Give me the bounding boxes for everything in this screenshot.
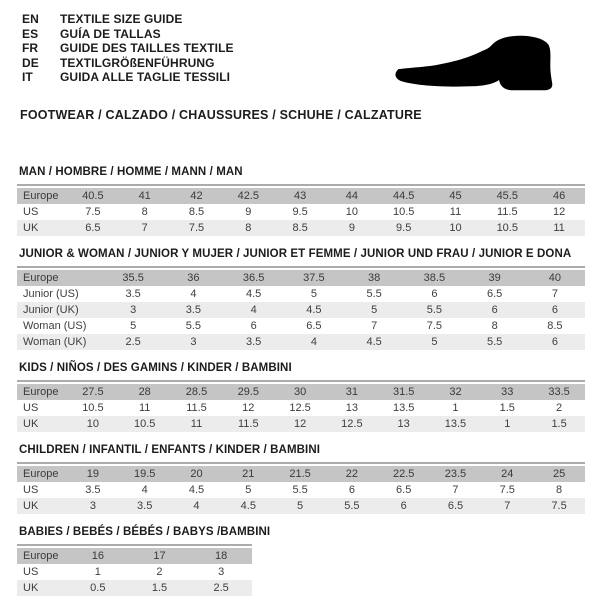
- size-value: 3: [67, 498, 119, 514]
- size-value: 12.5: [274, 400, 326, 416]
- size-value: 8.5: [274, 220, 326, 236]
- table-row: [17, 464, 585, 482]
- size-value: 43: [274, 186, 326, 204]
- row-label: Woman (US): [17, 318, 103, 334]
- size-value: 6: [224, 318, 284, 334]
- size-value: 6: [378, 498, 430, 514]
- category-title: FOOTWEAR / CALZADO / CHAUSSURES / SCHUHE / CALZATURE: [20, 108, 422, 122]
- size-value: 21: [222, 464, 274, 482]
- size-value: 33: [481, 382, 533, 400]
- size-section: [17, 526, 585, 596]
- size-value: 12: [222, 400, 274, 416]
- section-title: BABIES / BEBÉS / BÉBÉS / BABYS /BAMBINI: [19, 526, 271, 538]
- row-label: US: [17, 400, 67, 416]
- table-row: [17, 400, 585, 416]
- size-value: 6: [326, 482, 378, 498]
- size-value: 11: [533, 220, 585, 236]
- language-row-es: [22, 27, 234, 42]
- size-value: 9: [326, 220, 378, 236]
- table-row: [17, 186, 585, 204]
- size-value: 5.5: [344, 286, 404, 302]
- language-title: GUIDA ALLE TAGLIE TESSILI: [60, 70, 231, 85]
- size-value: 3: [163, 334, 223, 350]
- size-value: 13: [326, 400, 378, 416]
- size-value: 6.5: [430, 498, 482, 514]
- size-value: 38.5: [404, 268, 464, 286]
- size-value: 10: [67, 416, 119, 432]
- table-row: [17, 564, 252, 580]
- size-value: 7: [481, 498, 533, 514]
- table-row: [17, 416, 585, 432]
- size-value: 44.5: [378, 186, 430, 204]
- row-label: UK: [17, 498, 67, 514]
- language-code: DE: [22, 55, 39, 70]
- size-value: 40.5: [67, 186, 119, 204]
- language-code: EN: [22, 12, 39, 26]
- language-row-de: [22, 56, 234, 71]
- size-value: 11.5: [171, 400, 223, 416]
- language-legend: [22, 12, 234, 85]
- size-value: 28.5: [171, 382, 223, 400]
- size-value: 2.5: [190, 580, 252, 596]
- size-value: 5: [404, 334, 464, 350]
- table-row: [17, 382, 585, 400]
- size-value: 3: [103, 302, 163, 318]
- size-value: 40: [525, 268, 585, 286]
- size-value: 3.5: [67, 482, 119, 498]
- size-value: 2.5: [103, 334, 163, 350]
- size-value: 7: [430, 482, 482, 498]
- size-value: 28: [119, 382, 171, 400]
- size-value: 32: [430, 382, 482, 400]
- language-title: TEXTILGRÖßENFÜHRUNG: [60, 55, 215, 70]
- language-row-en: [22, 12, 234, 27]
- size-value: 29.5: [222, 382, 274, 400]
- size-value: 24: [481, 464, 533, 482]
- size-value: 12: [533, 204, 585, 220]
- size-value: 13.5: [378, 400, 430, 416]
- size-value: 3.5: [163, 302, 223, 318]
- row-label: Woman (UK): [17, 334, 103, 350]
- size-value: 7: [525, 286, 585, 302]
- size-table: [17, 544, 252, 596]
- row-label: US: [17, 204, 67, 220]
- size-value: 4.5: [171, 482, 223, 498]
- section-title: MAN / HOMBRE / HOMME / MANN / MAN: [19, 166, 243, 178]
- size-value: 9.5: [378, 220, 430, 236]
- size-value: 1.5: [129, 580, 191, 596]
- size-value: 22: [326, 464, 378, 482]
- size-section: [17, 362, 585, 432]
- row-label: Europe: [17, 186, 67, 204]
- size-value: 8: [222, 220, 274, 236]
- size-value: 42.5: [222, 186, 274, 204]
- size-tables-container: [17, 166, 585, 608]
- size-value: 46: [533, 186, 585, 204]
- language-code: FR: [22, 41, 39, 56]
- size-value: 8.5: [171, 204, 223, 220]
- table-row: [17, 334, 585, 350]
- language-title: GUIDE DES TAILLES TEXTILE: [60, 41, 234, 56]
- size-value: 44: [326, 186, 378, 204]
- section-title: CHILDREN / INFANTIL / ENFANTS / KINDER / BAMBINI: [19, 444, 321, 456]
- size-value: 42: [171, 186, 223, 204]
- size-value: 1: [481, 416, 533, 432]
- size-value: 8: [119, 204, 171, 220]
- size-value: 5: [103, 318, 163, 334]
- size-value: 7.5: [67, 204, 119, 220]
- size-value: 4: [171, 498, 223, 514]
- size-value: 5.5: [163, 318, 223, 334]
- size-section: [17, 248, 585, 350]
- size-value: 18: [190, 546, 252, 564]
- size-value: 35.5: [103, 268, 163, 286]
- table-row: [17, 220, 585, 236]
- size-value: 21.5: [274, 464, 326, 482]
- size-value: 5: [274, 498, 326, 514]
- size-table: [17, 266, 585, 350]
- size-value: 25: [533, 464, 585, 482]
- table-row: [17, 204, 585, 220]
- size-value: 4.5: [224, 286, 284, 302]
- size-value: 7: [119, 220, 171, 236]
- row-label: UK: [17, 416, 67, 432]
- size-value: 3.5: [224, 334, 284, 350]
- size-value: 12.5: [326, 416, 378, 432]
- size-value: 10.5: [378, 204, 430, 220]
- size-value: 36: [163, 268, 223, 286]
- size-value: 5.5: [404, 302, 464, 318]
- size-value: 10: [430, 220, 482, 236]
- row-label: US: [17, 564, 67, 580]
- size-value: 7.5: [171, 220, 223, 236]
- language-title: TEXTILE SIZE GUIDE: [60, 12, 183, 26]
- size-value: 45: [430, 186, 482, 204]
- size-value: 6: [525, 334, 585, 350]
- size-value: 5: [344, 302, 404, 318]
- size-table: [17, 380, 585, 432]
- size-value: 8.5: [525, 318, 585, 334]
- table-row: [17, 302, 585, 318]
- size-value: 5.5: [465, 334, 525, 350]
- section-title: KIDS / NIÑOS / DES GAMINS / KINDER / BAMBINI: [19, 362, 292, 374]
- row-label: Europe: [17, 464, 67, 482]
- size-value: 19: [67, 464, 119, 482]
- size-value: 13: [378, 416, 430, 432]
- row-label: Europe: [17, 546, 67, 564]
- language-row-fr: [22, 41, 234, 56]
- size-value: 0.5: [67, 580, 129, 596]
- size-value: 36.5: [224, 268, 284, 286]
- size-value: 9: [222, 204, 274, 220]
- size-value: 16: [67, 546, 129, 564]
- size-value: 38: [344, 268, 404, 286]
- size-value: 4: [284, 334, 344, 350]
- size-value: 11.5: [481, 204, 533, 220]
- size-value: 30: [274, 382, 326, 400]
- table-row: [17, 498, 585, 514]
- language-row-it: [22, 70, 234, 85]
- row-label: Europe: [17, 268, 103, 286]
- section-title: JUNIOR & WOMAN / JUNIOR Y MUJER / JUNIOR ET FEMME / JUNIOR UND FRAU / JUNIOR E DONA: [19, 248, 572, 260]
- size-value: 5: [284, 286, 344, 302]
- size-value: 11: [430, 204, 482, 220]
- size-value: 12: [274, 416, 326, 432]
- size-value: 10.5: [67, 400, 119, 416]
- size-value: 6.5: [67, 220, 119, 236]
- size-value: 37.5: [284, 268, 344, 286]
- size-value: 4: [163, 286, 223, 302]
- table-row: [17, 268, 585, 286]
- size-value: 2: [129, 564, 191, 580]
- row-label: UK: [17, 580, 67, 596]
- size-value: 2: [533, 400, 585, 416]
- size-value: 6: [404, 286, 464, 302]
- size-value: 13.5: [430, 416, 482, 432]
- size-value: 10: [326, 204, 378, 220]
- size-value: 31: [326, 382, 378, 400]
- language-code: ES: [22, 26, 39, 41]
- size-section: [17, 444, 585, 514]
- row-label: Europe: [17, 382, 67, 400]
- size-value: 1: [430, 400, 482, 416]
- size-value: 6: [525, 302, 585, 318]
- size-section: [17, 166, 585, 236]
- size-value: 9.5: [274, 204, 326, 220]
- table-row: [17, 318, 585, 334]
- size-value: 23.5: [430, 464, 482, 482]
- size-value: 22.5: [378, 464, 430, 482]
- size-value: 4: [119, 482, 171, 498]
- size-value: 4.5: [284, 302, 344, 318]
- size-table: [17, 184, 585, 236]
- size-value: 6.5: [284, 318, 344, 334]
- dress-shoe-icon: [392, 27, 575, 95]
- size-value: 3.5: [103, 286, 163, 302]
- size-value: 4.5: [344, 334, 404, 350]
- size-value: 33.5: [533, 382, 585, 400]
- size-value: 3: [190, 564, 252, 580]
- size-value: 8: [465, 318, 525, 334]
- size-value: 6.5: [378, 482, 430, 498]
- size-value: 45.5: [481, 186, 533, 204]
- size-value: 19.5: [119, 464, 171, 482]
- size-value: 11.5: [222, 416, 274, 432]
- size-value: 27.5: [67, 382, 119, 400]
- size-value: 8: [533, 482, 585, 498]
- size-value: 4: [224, 302, 284, 318]
- row-label: Junior (UK): [17, 302, 103, 318]
- size-value: 7.5: [404, 318, 464, 334]
- size-value: 5.5: [274, 482, 326, 498]
- size-value: 17: [129, 546, 191, 564]
- size-value: 1: [67, 564, 129, 580]
- size-value: 6.5: [465, 286, 525, 302]
- size-value: 1.5: [481, 400, 533, 416]
- row-label: Junior (US): [17, 286, 103, 302]
- size-value: 5: [222, 482, 274, 498]
- size-value: 7.5: [533, 498, 585, 514]
- size-value: 7: [344, 318, 404, 334]
- size-value: 1.5: [533, 416, 585, 432]
- table-row: [17, 286, 585, 302]
- size-value: 11: [119, 400, 171, 416]
- table-row: [17, 580, 252, 596]
- size-value: 39: [465, 268, 525, 286]
- size-value: 31.5: [378, 382, 430, 400]
- row-label: US: [17, 482, 67, 498]
- table-row: [17, 546, 252, 564]
- size-value: 11: [171, 416, 223, 432]
- size-value: 41: [119, 186, 171, 204]
- size-value: 6: [465, 302, 525, 318]
- language-title: GUÍA DE TALLAS: [60, 26, 161, 41]
- size-value: 10.5: [119, 416, 171, 432]
- language-code: IT: [22, 70, 33, 85]
- table-row: [17, 482, 585, 498]
- size-value: 20: [171, 464, 223, 482]
- size-value: 4.5: [222, 498, 274, 514]
- size-value: 5.5: [326, 498, 378, 514]
- size-table: [17, 462, 585, 514]
- size-value: 10.5: [481, 220, 533, 236]
- row-label: UK: [17, 220, 67, 236]
- size-value: 3.5: [119, 498, 171, 514]
- size-value: 7.5: [481, 482, 533, 498]
